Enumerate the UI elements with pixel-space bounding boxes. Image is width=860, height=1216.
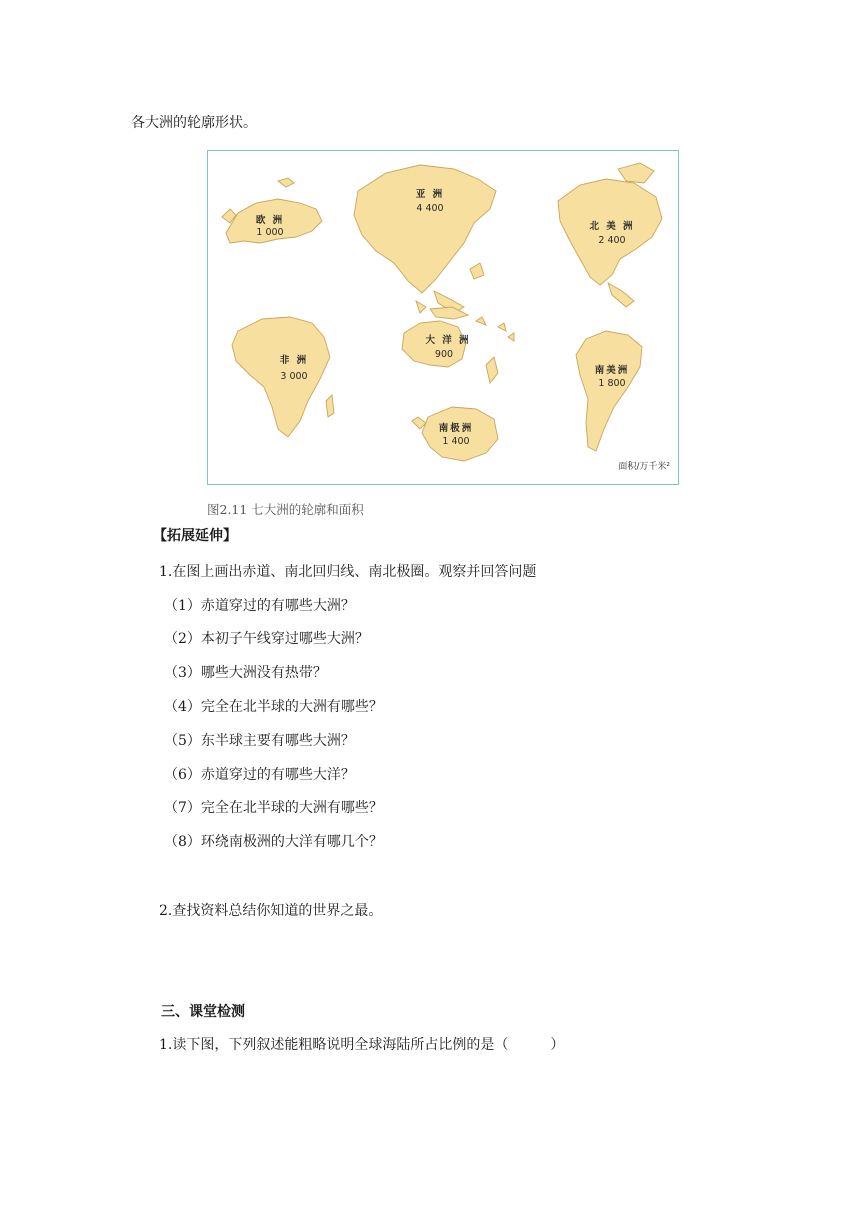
sub-question-5: （5）东半球主要有哪些大洲？ <box>164 733 355 749</box>
sub-question-6: （6）赤道穿过的有哪些大洋？ <box>164 767 355 783</box>
south-america-name: 南美洲 <box>594 365 630 376</box>
sub-question-3: （3）哪些大洲没有热带？ <box>164 665 327 681</box>
europe-name: 欧 洲 <box>255 215 285 226</box>
map-caption: 图2.11 七大洲的轮廓和面积 <box>207 502 364 517</box>
nz-shape <box>486 357 498 383</box>
antarctica-area: 1 400 <box>442 436 470 447</box>
africa-area: 3 000 <box>280 371 308 382</box>
extension-heading: 【拓展延伸】 <box>153 528 237 544</box>
asia-islands-3 <box>416 301 426 313</box>
north-america-name: 北 美 洲 <box>589 221 635 232</box>
antarctica-shape <box>422 407 498 461</box>
antarctica-name: 南极洲 <box>438 423 474 434</box>
map-unit: 面积/万千米² <box>618 462 670 472</box>
pacific-islands <box>476 317 514 341</box>
extension-question-2: 2.查找资料总结你知道的世界之最。 <box>159 903 383 919</box>
asia-name: 亚 洲 <box>415 189 445 200</box>
extension-question-1: 1.在图上画出赤道、南北回归线、南北极圈。观察并回答问题 <box>159 564 537 580</box>
north-america-area: 2 400 <box>598 235 626 246</box>
north-america-shape <box>558 179 662 285</box>
oceania-name: 大 洋 洲 <box>425 335 471 346</box>
asia-islands-2 <box>470 263 484 279</box>
intro-text: 各大洲的轮廓形状。 <box>131 115 257 131</box>
iceland-shape <box>278 178 294 187</box>
europe-area: 1 000 <box>256 227 284 238</box>
sub-question-4: （4）完全在北半球的大洲有哪些？ <box>164 699 383 715</box>
sub-question-7: （7）完全在北半球的大洲有哪些？ <box>164 800 383 816</box>
south-america-shape <box>576 331 642 451</box>
oceania-area: 900 <box>434 349 454 360</box>
continents-map <box>207 150 679 485</box>
sub-question-1: （1）赤道穿过的有哪些大洲？ <box>164 598 355 614</box>
greenland-shape <box>618 163 654 183</box>
sub-question-8: （8）环绕南极洲的大洋有哪几个？ <box>164 834 383 850</box>
section3-heading: 三、课堂检测 <box>161 1004 245 1020</box>
new-guinea-shape <box>430 307 468 319</box>
asia-area: 4 400 <box>416 203 444 214</box>
map-graphic <box>208 151 678 484</box>
south-america-area: 1 800 <box>598 378 626 389</box>
central-america-shape <box>608 283 634 307</box>
section3-question-1: 1.读下图，下列叙述能粗略说明全球海陆所占比例的是（ ） <box>159 1037 565 1053</box>
africa-name: 非 洲 <box>279 355 309 366</box>
madagascar-shape <box>326 395 334 417</box>
sub-question-2: （2）本初子午线穿过哪些大洲？ <box>164 631 369 647</box>
